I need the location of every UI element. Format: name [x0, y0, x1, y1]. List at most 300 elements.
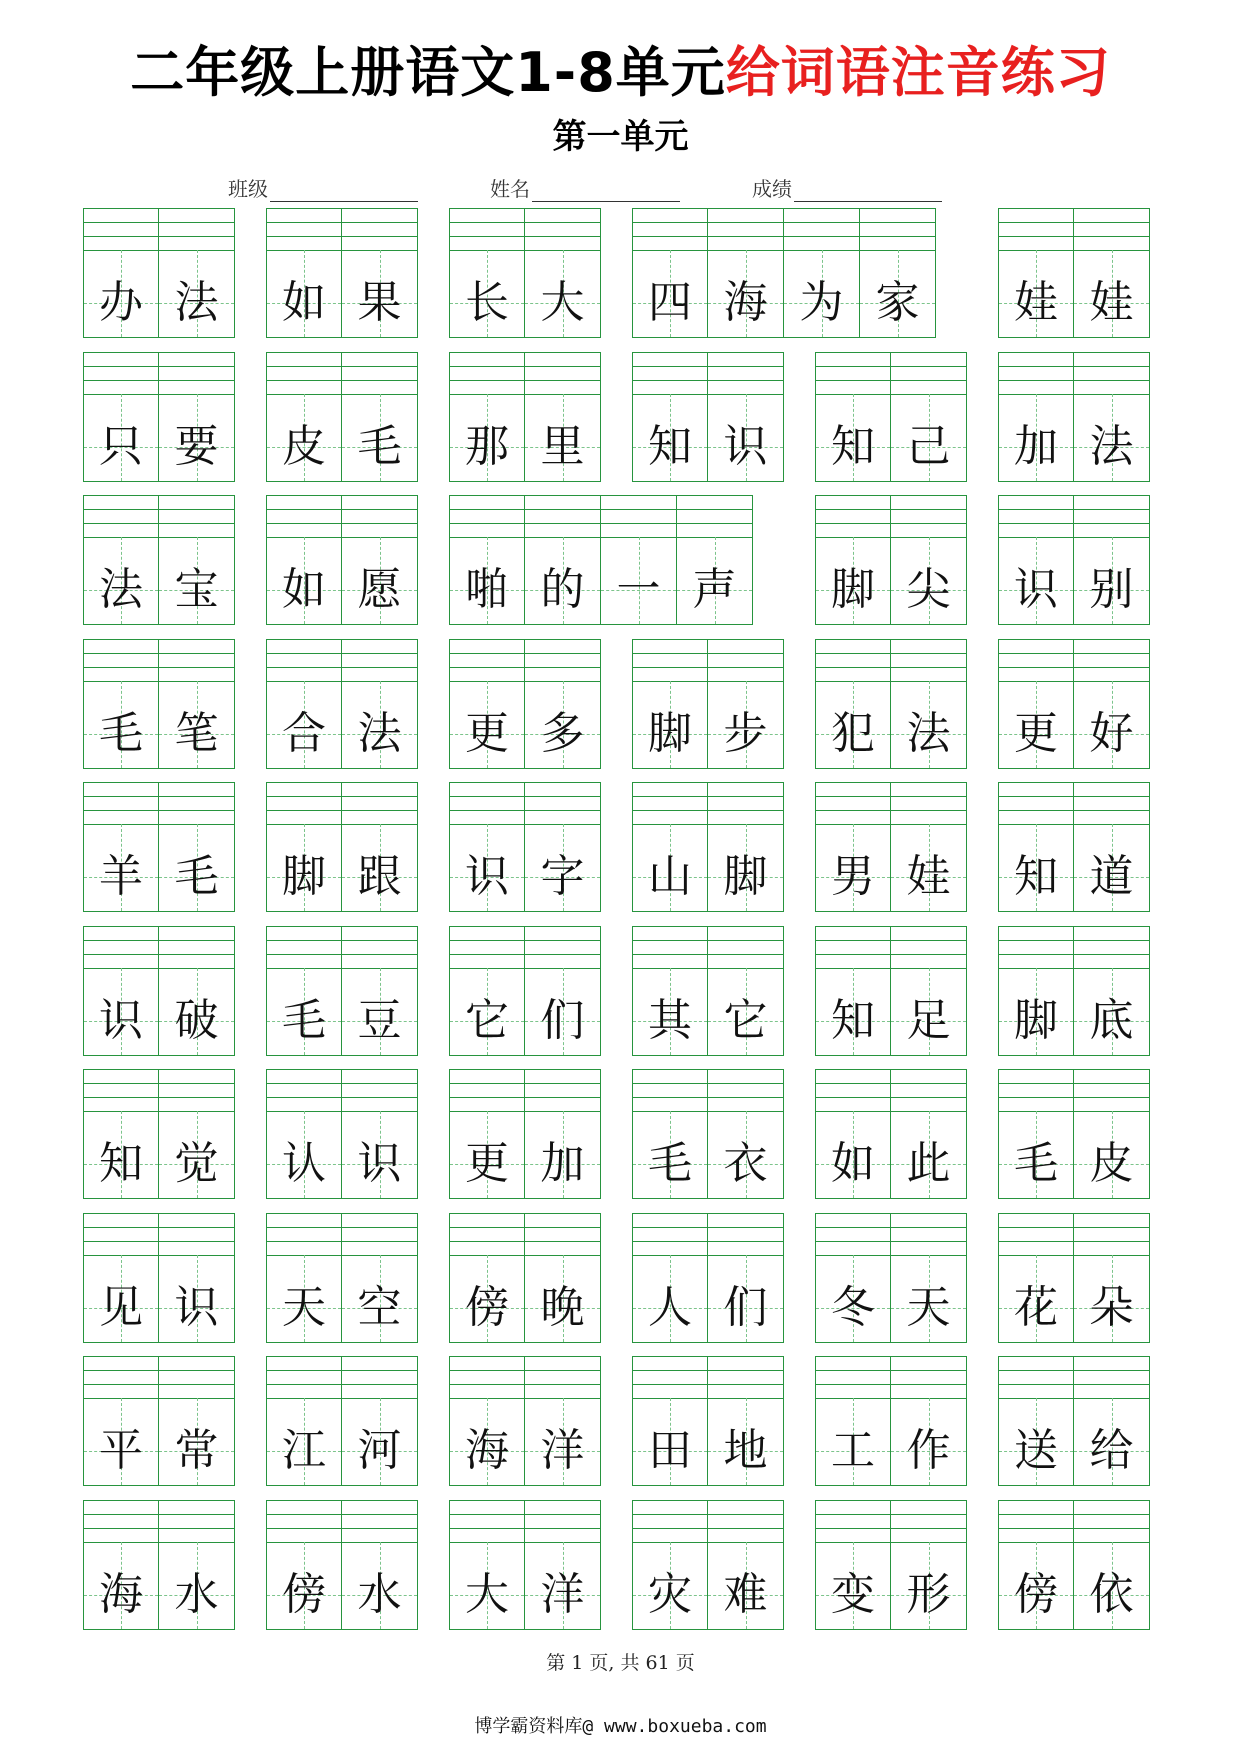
char-cell	[525, 1069, 601, 1199]
word-box[interactable]	[998, 1356, 1150, 1486]
word-box[interactable]	[815, 495, 967, 625]
hanzi-char: 加	[540, 1138, 585, 1189]
hanzi-char: 知	[831, 994, 875, 1046]
word-box[interactable]	[83, 1500, 235, 1630]
word-box[interactable]	[632, 926, 784, 1056]
char-cell	[159, 1069, 235, 1199]
hanzi-char: 家	[875, 277, 920, 328]
hanzi-char: 皮	[1089, 1138, 1134, 1189]
hanzi-char: 海	[723, 277, 768, 328]
char-cell	[342, 1500, 418, 1630]
word-box[interactable]	[449, 1356, 601, 1486]
hanzi-char: 里	[540, 420, 585, 472]
word-box[interactable]	[266, 352, 418, 482]
char-cell	[525, 782, 601, 912]
char-cell	[159, 1356, 235, 1486]
char-cell	[601, 495, 677, 625]
word-box[interactable]	[266, 1069, 418, 1199]
char-cell	[998, 1500, 1074, 1630]
char-cell	[891, 1356, 967, 1486]
char-cell	[1074, 208, 1150, 338]
hanzi-char: 识	[723, 420, 768, 472]
char-cell	[815, 495, 891, 625]
char-cell	[159, 782, 235, 912]
hanzi-char: 田	[648, 1425, 692, 1476]
hanzi-char: 给	[1089, 1425, 1134, 1476]
char-cell	[815, 782, 891, 912]
hanzi-char: 多	[540, 707, 585, 759]
char-cell	[1074, 352, 1150, 482]
char-cell	[266, 1213, 342, 1343]
char-cell	[891, 352, 967, 482]
char-cell	[342, 352, 418, 482]
hanzi-char: 地	[723, 1425, 768, 1476]
char-cell	[998, 1356, 1074, 1486]
hanzi-char: 冬	[831, 1281, 875, 1333]
hanzi-char: 见	[99, 1281, 143, 1333]
hanzi-char: 足	[906, 994, 951, 1046]
hanzi-char: 加	[1014, 420, 1058, 472]
word-box[interactable]	[449, 1500, 601, 1630]
hanzi-char: 大	[465, 1568, 509, 1620]
char-cell	[891, 782, 967, 912]
word-box[interactable]	[632, 639, 784, 769]
title-highlight: 给词语注音练习	[725, 41, 1111, 104]
char-cell	[1074, 1213, 1150, 1343]
hanzi-char: 宝	[174, 564, 219, 615]
word-box[interactable]	[266, 1213, 418, 1343]
char-cell	[449, 639, 525, 769]
hanzi-char: 啪	[465, 564, 509, 615]
hanzi-char: 跟	[357, 851, 402, 902]
hanzi-char: 它	[465, 994, 509, 1046]
char-cell	[83, 495, 159, 625]
char-cell	[860, 208, 936, 338]
char-cell	[342, 782, 418, 912]
hanzi-char: 毛	[99, 707, 143, 759]
word-box[interactable]	[998, 208, 1150, 338]
hanzi-char: 声	[692, 564, 737, 615]
hanzi-char: 皮	[282, 420, 326, 472]
hanzi-char: 合	[282, 707, 326, 759]
char-cell	[998, 782, 1074, 912]
word-box[interactable]	[998, 926, 1150, 1056]
char-cell	[891, 639, 967, 769]
hanzi-char: 步	[723, 707, 768, 759]
hanzi-char: 人	[648, 1281, 692, 1333]
hanzi-char: 山	[648, 851, 692, 902]
word-box[interactable]	[815, 782, 967, 912]
hanzi-char: 晚	[540, 1281, 585, 1333]
hanzi-char: 依	[1089, 1568, 1134, 1620]
char-cell	[632, 208, 708, 338]
char-cell	[266, 926, 342, 1056]
word-box[interactable]	[998, 1213, 1150, 1343]
hanzi-char: 法	[99, 564, 143, 615]
char-cell	[632, 352, 708, 482]
class-label: 班级	[228, 177, 268, 201]
word-box[interactable]	[632, 208, 936, 338]
word-box[interactable]	[449, 208, 601, 338]
hanzi-char: 尖	[906, 564, 951, 615]
word-box[interactable]	[449, 639, 601, 769]
word-box[interactable]	[83, 926, 235, 1056]
word-box[interactable]	[632, 352, 784, 482]
hanzi-char: 形	[906, 1568, 951, 1620]
char-cell	[83, 1213, 159, 1343]
hanzi-char: 那	[465, 420, 509, 472]
hanzi-char: 犯	[831, 707, 875, 759]
score-label: 成绩	[752, 177, 792, 201]
hanzi-char: 破	[174, 994, 219, 1046]
hanzi-char: 办	[99, 277, 143, 328]
hanzi-char: 如	[831, 1138, 875, 1189]
word-box[interactable]	[266, 1500, 418, 1630]
char-cell	[525, 926, 601, 1056]
hanzi-char: 法	[357, 707, 402, 759]
hanzi-char: 长	[465, 277, 509, 328]
char-cell	[998, 639, 1074, 769]
char-cell	[632, 1213, 708, 1343]
hanzi-char: 毛	[282, 994, 326, 1046]
char-cell	[632, 1356, 708, 1486]
char-cell	[708, 1213, 784, 1343]
char-cell	[632, 1069, 708, 1199]
hanzi-char: 常	[174, 1425, 219, 1476]
char-cell	[266, 1500, 342, 1630]
char-cell	[449, 495, 525, 625]
char-cell	[449, 1069, 525, 1199]
char-cell	[83, 1356, 159, 1486]
char-cell	[449, 208, 525, 338]
hanzi-char: 脚	[648, 707, 692, 759]
page-number: 第 1 页, 共 61 页	[546, 1652, 695, 1674]
char-cell	[159, 639, 235, 769]
word-box[interactable]	[266, 495, 418, 625]
hanzi-char: 羊	[99, 851, 143, 902]
hanzi-char: 空	[357, 1281, 402, 1333]
char-cell	[266, 639, 342, 769]
hanzi-char: 难	[723, 1568, 768, 1620]
char-cell	[1074, 782, 1150, 912]
hanzi-char: 毛	[648, 1138, 692, 1189]
hanzi-char: 河	[357, 1425, 402, 1476]
char-cell	[815, 1213, 891, 1343]
word-box[interactable]	[266, 926, 418, 1056]
hanzi-char: 笔	[174, 707, 219, 759]
char-cell	[83, 926, 159, 1056]
word-box[interactable]	[266, 639, 418, 769]
hanzi-char: 脚	[1014, 994, 1058, 1046]
hanzi-char: 傍	[465, 1281, 509, 1333]
word-box[interactable]	[998, 352, 1150, 482]
char-cell	[632, 926, 708, 1056]
char-cell	[998, 352, 1074, 482]
hanzi-char: 识	[174, 1281, 219, 1333]
word-box[interactable]	[83, 1356, 235, 1486]
word-box[interactable]	[266, 208, 418, 338]
word-box[interactable]	[998, 1069, 1150, 1199]
word-box[interactable]	[83, 208, 235, 338]
word-box[interactable]	[632, 1356, 784, 1486]
hanzi-char: 毛	[1014, 1138, 1058, 1189]
hanzi-char: 它	[723, 994, 768, 1046]
char-cell	[815, 1069, 891, 1199]
char-cell	[449, 782, 525, 912]
word-box[interactable]	[83, 1069, 235, 1199]
char-cell	[708, 1356, 784, 1486]
char-cell	[83, 1500, 159, 1630]
word-box[interactable]	[815, 1500, 967, 1630]
hanzi-char: 好	[1089, 707, 1134, 759]
hanzi-char: 洋	[540, 1568, 585, 1620]
word-box[interactable]	[449, 495, 753, 625]
hanzi-char: 知	[1014, 851, 1058, 902]
hanzi-char: 四	[648, 277, 692, 328]
word-box[interactable]	[998, 782, 1150, 912]
hanzi-char: 如	[282, 564, 326, 615]
word-box[interactable]	[815, 1213, 967, 1343]
hanzi-char: 平	[99, 1425, 143, 1476]
char-cell	[449, 1500, 525, 1630]
hanzi-char: 更	[1014, 707, 1058, 759]
char-cell	[525, 1213, 601, 1343]
char-cell	[998, 208, 1074, 338]
char-cell	[266, 352, 342, 482]
char-cell	[266, 208, 342, 338]
hanzi-char: 海	[99, 1568, 143, 1620]
char-cell	[525, 208, 601, 338]
hanzi-char: 变	[831, 1568, 875, 1620]
char-cell	[998, 1069, 1074, 1199]
hanzi-char: 此	[906, 1138, 951, 1189]
hanzi-char: 识	[1014, 564, 1058, 615]
hanzi-char: 花	[1014, 1281, 1058, 1333]
word-box[interactable]	[998, 1500, 1150, 1630]
word-box[interactable]	[632, 1500, 784, 1630]
char-cell	[708, 1500, 784, 1630]
char-cell	[525, 1356, 601, 1486]
word-box[interactable]	[449, 352, 601, 482]
hanzi-char: 愿	[357, 564, 402, 615]
word-box[interactable]	[266, 1356, 418, 1486]
hanzi-char: 字	[540, 851, 585, 902]
word-box[interactable]	[815, 926, 967, 1056]
char-cell	[891, 495, 967, 625]
word-box[interactable]	[815, 639, 967, 769]
hanzi-char: 脚	[282, 851, 326, 902]
hanzi-char: 水	[357, 1568, 402, 1620]
hanzi-char: 其	[648, 994, 692, 1046]
hanzi-char: 法	[1089, 420, 1134, 472]
watermark: 博学霸资料库@ www.boxueba.com	[474, 1716, 767, 1737]
char-cell	[1074, 639, 1150, 769]
name-label: 姓名	[490, 177, 530, 201]
char-cell	[708, 782, 784, 912]
hanzi-char: 男	[831, 851, 875, 902]
char-cell	[266, 1356, 342, 1486]
hanzi-char: 海	[465, 1425, 509, 1476]
hanzi-char: 的	[540, 564, 585, 615]
char-cell	[525, 639, 601, 769]
char-cell	[449, 352, 525, 482]
char-cell	[525, 1500, 601, 1630]
char-cell	[1074, 926, 1150, 1056]
char-cell	[342, 639, 418, 769]
hanzi-char: 灾	[648, 1568, 692, 1620]
word-box[interactable]	[83, 495, 235, 625]
word-box[interactable]	[632, 782, 784, 912]
char-cell	[342, 208, 418, 338]
hanzi-char: 衣	[723, 1138, 768, 1189]
hanzi-char: 朵	[1089, 1281, 1134, 1333]
word-box[interactable]	[998, 639, 1150, 769]
hanzi-char: 只	[99, 420, 143, 472]
hanzi-char: 觉	[174, 1138, 219, 1189]
char-cell	[83, 352, 159, 482]
hanzi-char: 底	[1089, 994, 1134, 1046]
hanzi-char: 大	[540, 277, 585, 328]
word-box[interactable]	[449, 1069, 601, 1199]
word-box[interactable]	[815, 352, 967, 482]
char-cell	[632, 1500, 708, 1630]
unit-subtitle: 第一单元	[552, 117, 689, 157]
hanzi-char: 知	[648, 420, 692, 472]
hanzi-char: 认	[282, 1138, 326, 1189]
hanzi-char: 脚	[723, 851, 768, 902]
char-cell	[998, 1213, 1074, 1343]
hanzi-char: 识	[465, 851, 509, 902]
char-cell	[708, 352, 784, 482]
word-box[interactable]	[266, 782, 418, 912]
char-cell	[998, 495, 1074, 625]
hanzi-char: 果	[357, 277, 402, 328]
hanzi-char: 识	[357, 1138, 402, 1189]
word-box[interactable]	[815, 1356, 967, 1486]
char-cell	[891, 926, 967, 1056]
word-box[interactable]	[449, 926, 601, 1056]
title-main: 二年级上册语文1-8单元	[130, 41, 726, 104]
char-cell	[708, 926, 784, 1056]
hanzi-char: 一	[616, 564, 661, 615]
word-box[interactable]	[449, 1213, 601, 1343]
char-cell	[632, 639, 708, 769]
char-cell	[83, 208, 159, 338]
word-box[interactable]	[632, 1213, 784, 1343]
hanzi-char: 傍	[1014, 1568, 1058, 1620]
hanzi-char: 道	[1089, 851, 1134, 902]
hanzi-char: 娃	[1089, 277, 1134, 328]
word-box[interactable]	[83, 1213, 235, 1343]
hanzi-char: 毛	[174, 851, 219, 902]
hanzi-char: 们	[723, 1281, 768, 1333]
hanzi-char: 脚	[831, 564, 875, 615]
hanzi-char: 知	[99, 1138, 143, 1189]
hanzi-char: 法	[906, 707, 951, 759]
char-cell	[815, 639, 891, 769]
char-cell	[708, 639, 784, 769]
char-cell	[815, 352, 891, 482]
hanzi-char: 水	[174, 1568, 219, 1620]
word-box[interactable]	[83, 782, 235, 912]
hanzi-char: 洋	[540, 1425, 585, 1476]
word-box[interactable]	[815, 1069, 967, 1199]
char-cell	[708, 208, 784, 338]
char-cell	[83, 1069, 159, 1199]
word-box[interactable]	[449, 782, 601, 912]
hanzi-char: 工	[831, 1425, 875, 1476]
hanzi-char: 更	[465, 707, 509, 759]
char-cell	[159, 208, 235, 338]
char-cell	[1074, 1500, 1150, 1630]
hanzi-char: 如	[282, 277, 326, 328]
hanzi-char: 作	[906, 1425, 951, 1476]
char-cell	[159, 1213, 235, 1343]
char-cell	[891, 1213, 967, 1343]
char-cell	[891, 1069, 967, 1199]
char-cell	[342, 1213, 418, 1343]
char-cell	[159, 352, 235, 482]
char-cell	[815, 926, 891, 1056]
hanzi-char: 娃	[906, 851, 951, 902]
char-cell	[1074, 495, 1150, 625]
char-cell	[342, 926, 418, 1056]
hanzi-char: 江	[282, 1425, 326, 1476]
char-cell	[342, 1356, 418, 1486]
char-cell	[342, 1069, 418, 1199]
char-cell	[998, 926, 1074, 1056]
char-cell	[449, 1356, 525, 1486]
hanzi-char: 天	[906, 1281, 951, 1333]
hanzi-char: 知	[831, 420, 875, 472]
char-cell	[525, 352, 601, 482]
char-cell	[815, 1500, 891, 1630]
char-cell	[525, 495, 601, 625]
char-cell	[342, 495, 418, 625]
hanzi-char: 法	[174, 277, 219, 328]
char-cell	[159, 926, 235, 1056]
hanzi-char: 要	[174, 420, 219, 472]
char-cell	[159, 495, 235, 625]
char-cell	[266, 782, 342, 912]
hanzi-char: 为	[799, 277, 844, 328]
word-box[interactable]	[998, 495, 1150, 625]
hanzi-char: 送	[1014, 1425, 1058, 1476]
word-box[interactable]	[83, 352, 235, 482]
char-cell	[708, 1069, 784, 1199]
hanzi-char: 别	[1089, 564, 1134, 615]
word-box[interactable]	[632, 1069, 784, 1199]
word-box[interactable]	[83, 639, 235, 769]
hanzi-char: 天	[282, 1281, 326, 1333]
char-cell	[1074, 1069, 1150, 1199]
hanzi-char: 傍	[282, 1568, 326, 1620]
char-cell	[83, 782, 159, 912]
char-cell	[449, 1213, 525, 1343]
char-cell	[83, 639, 159, 769]
char-cell	[677, 495, 753, 625]
char-cell	[1074, 1356, 1150, 1486]
char-cell	[632, 782, 708, 912]
char-cell	[449, 926, 525, 1056]
hanzi-char: 己	[906, 420, 951, 472]
hanzi-char: 豆	[357, 994, 402, 1046]
char-cell	[815, 1356, 891, 1486]
char-cell	[266, 1069, 342, 1199]
hanzi-char: 更	[465, 1138, 509, 1189]
char-cell	[159, 1500, 235, 1630]
hanzi-char: 识	[99, 994, 143, 1046]
